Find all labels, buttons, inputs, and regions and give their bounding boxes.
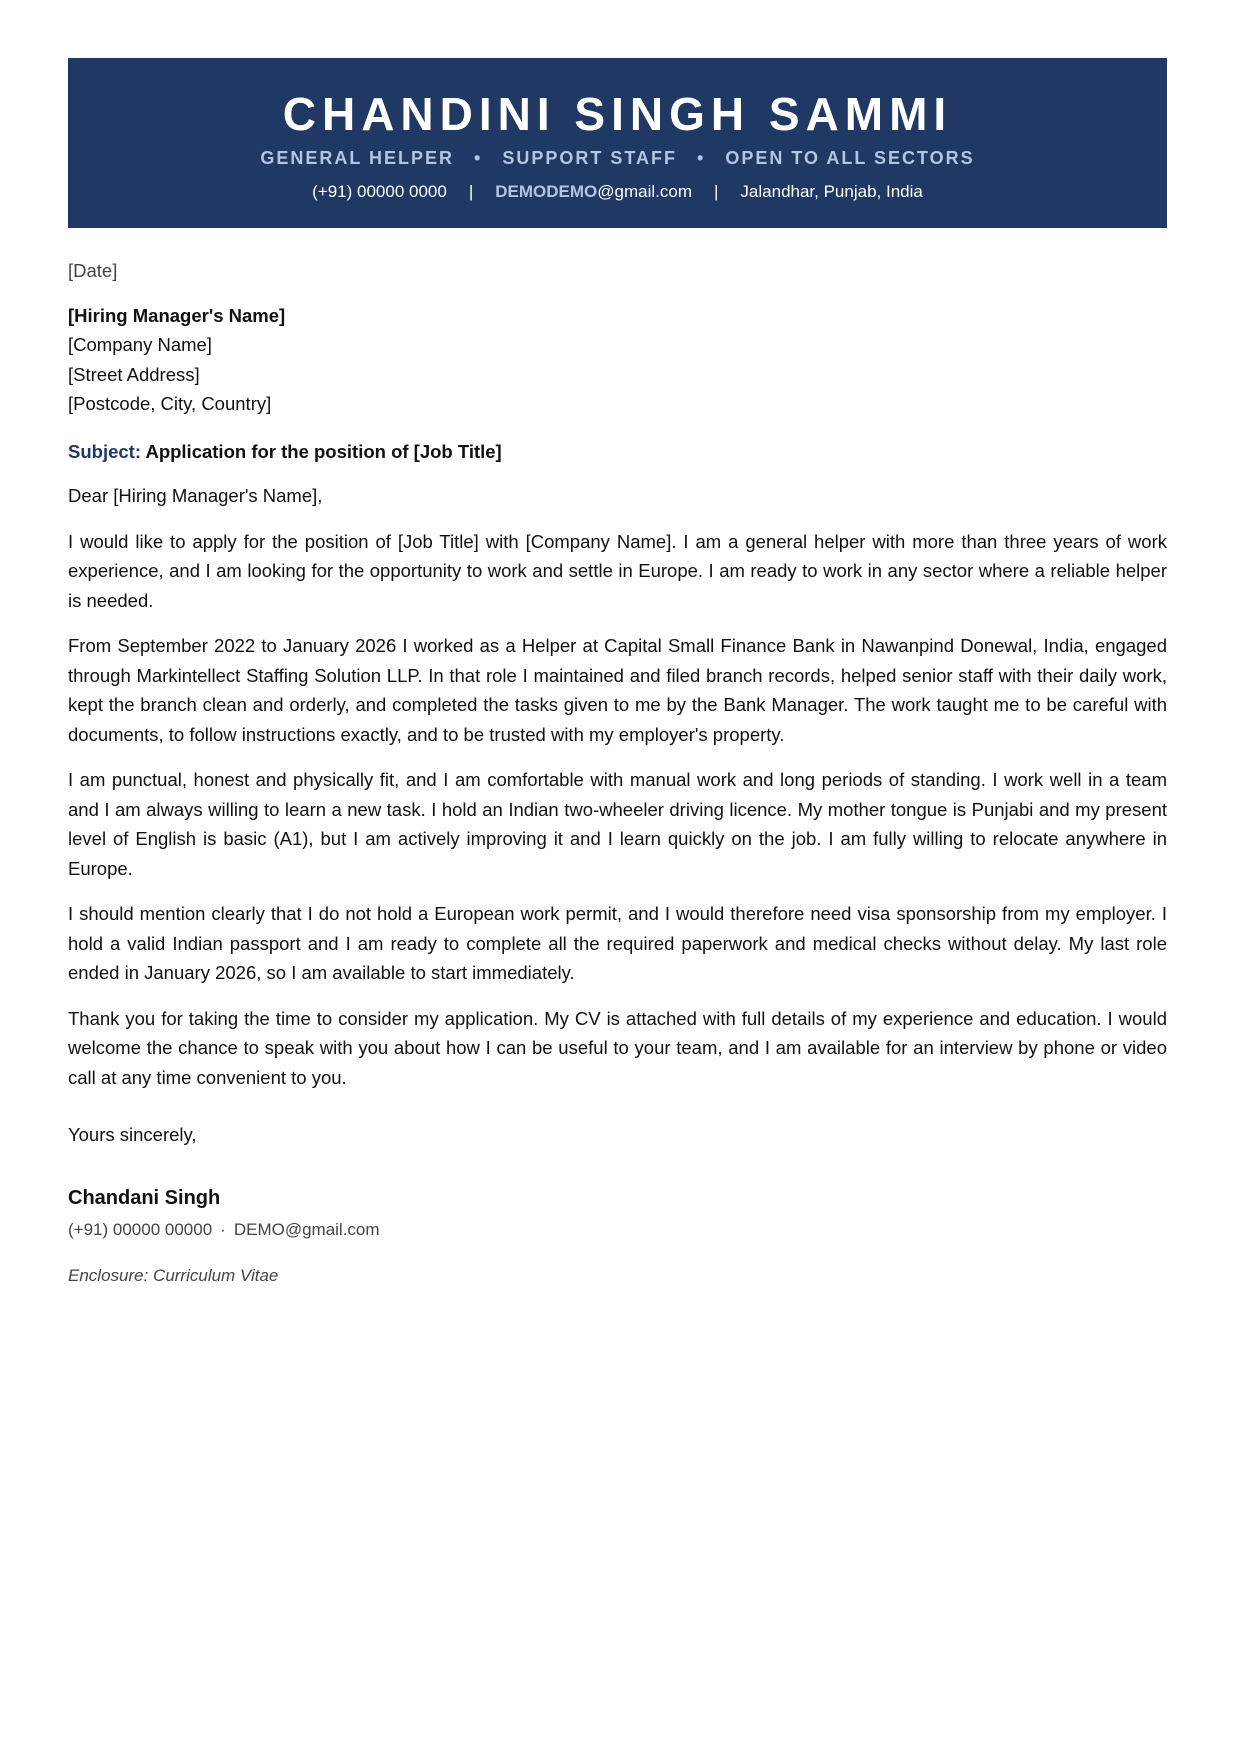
subject-label: Subject:	[68, 440, 141, 462]
paragraph-permit: I should mention clearly that I do not hold a European work permit, and I would therefore need visa sponsorship from my employer. I hold a valid Indian passport and I am ready to complete all the required paperwork and medical checks without delay. My last role ended in January 2026, so I am available to start immediately.	[68, 903, 1167, 983]
paragraph-qualities: I am punctual, honest and physically fit, and I am comfortable with manual work and long periods of standing. I work well in a team and I am always willing to learn a new task. I hold an Indian two-wheeler driving licence. My mother tongue is Punjabi and my present level of English is basic (A1), but I am actively improving it and I learn quickly on the job. I am fully willing to relocate anywhere in Europe.	[68, 769, 1167, 879]
paragraph-intro: I would like to apply for the position of [Job Title] with [Company Name]. I am a general helper with more than three years of work experience, and I am looking for the opportunity to work and settle in Europe. I am ready to work in any sector where a reliable helper is needed.	[68, 530, 1167, 611]
recipient-company: [Company Name]	[68, 334, 212, 355]
letter-body	[68, 256, 1167, 1290]
letterhead	[68, 58, 1167, 228]
letter-date: [Date]	[68, 260, 118, 281]
contact-separator: |	[468, 182, 474, 201]
header-email[interactable]	[495, 182, 692, 201]
header-phone: (+91) 00000 0000	[312, 182, 447, 201]
salutation: Dear [Hiring Manager's Name],	[68, 485, 323, 506]
role-separator: •	[697, 148, 706, 168]
closing: Yours sincerely,	[68, 1124, 197, 1145]
recipient-postcode: [Postcode, City, Country]	[68, 393, 272, 414]
signature-separator: ·	[220, 1220, 226, 1239]
paragraph-thanks: Thank you for taking the time to consider my application. My CV is attached with full details of my experience and education. I would welcome the chance to speak with you about how I can be useful to your team, and I am available for an interview by phone or video call at any time convenient to you.	[68, 1007, 1167, 1088]
signature-name: Chandani Singh	[68, 1186, 221, 1209]
enclosure-note: Enclosure: Curriculum Vitae	[68, 1265, 279, 1285]
role-general-helper: GENERAL HELPER	[260, 148, 455, 168]
recipient-manager: [Hiring Manager's Name]	[68, 304, 286, 326]
signature-contact	[68, 1215, 1167, 1245]
paragraph-experience: From September 2022 to January 2026 I worked as a Helper at Capital Small Finance Bank in Nawanpind Donewal, India, engaged through Markintellect Staffing Solution LLP. In that role I maintained and filed branch records, helped senior staff with their daily work, kept the branch clean and orderly, and completed the tasks given to me by the Bank Manager. The work taught me to be careful with documents, to follow instructions exactly, and to be trusted with my employer's property.	[68, 635, 1167, 745]
role-support-staff: SUPPORT STAFF	[502, 148, 677, 168]
applicant-name: CHANDINI SINGH SAMMI	[282, 88, 953, 140]
role-separator: •	[474, 148, 483, 168]
recipient-address	[68, 301, 1167, 419]
contact-separator: |	[714, 182, 719, 201]
recipient-street: [Street Address]	[68, 363, 200, 385]
contact-line	[68, 181, 1167, 203]
header-location: Jalandhar, Punjab, India	[740, 182, 923, 201]
email-user: DEMODEMO	[495, 182, 598, 201]
email-domain: @gmail.com	[597, 182, 692, 201]
subject-line	[68, 437, 1167, 467]
role-line	[68, 147, 1167, 169]
signature-email[interactable]: DEMO@gmail.com	[233, 1220, 380, 1239]
role-open-sectors: OPEN TO ALL SECTORS	[725, 148, 975, 168]
subject-text: Application for the position of [Job Title]	[145, 440, 502, 462]
signature-phone: (+91) 00000 00000	[68, 1220, 213, 1239]
